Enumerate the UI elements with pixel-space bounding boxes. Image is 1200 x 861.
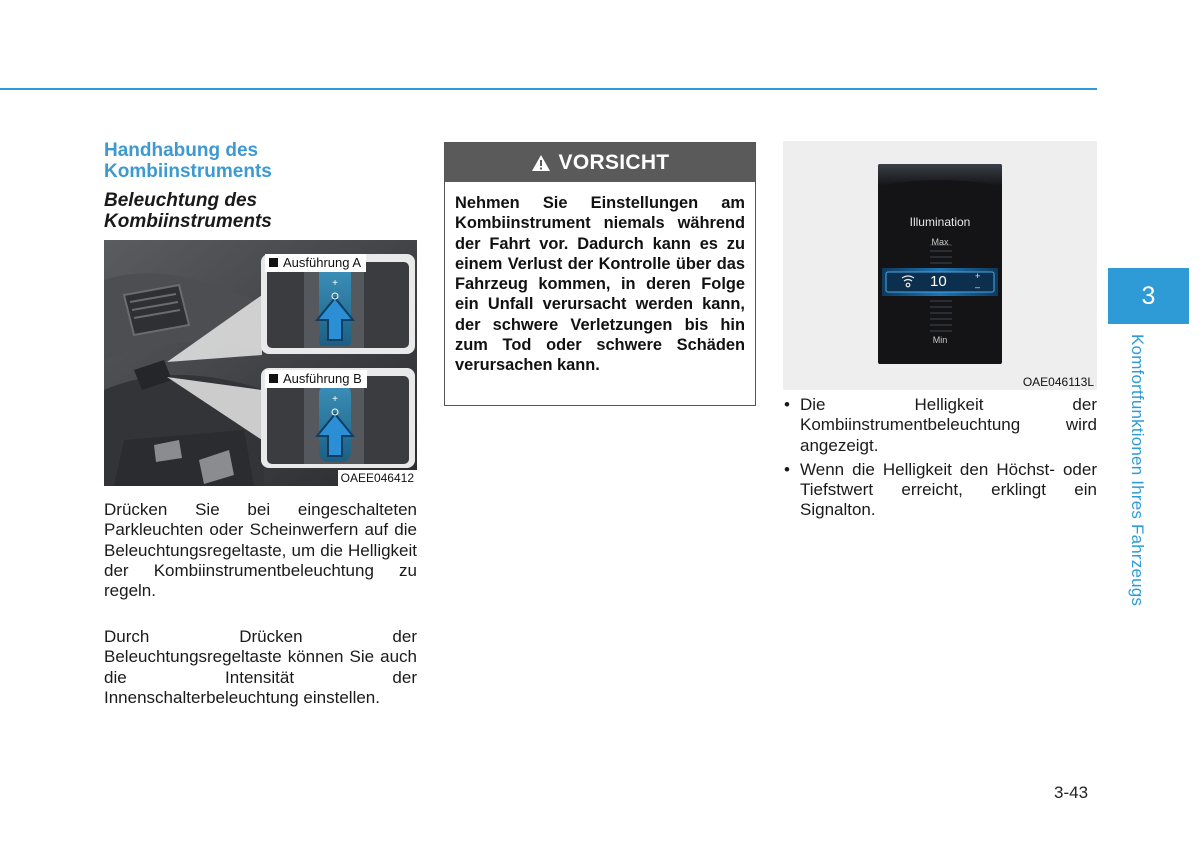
caution-box xyxy=(444,142,756,406)
screen-title: Illumination xyxy=(909,215,971,229)
dashboard-drawing xyxy=(104,240,417,486)
list-item-text: Wenn die Helligkeit den Höchst- oder Tiefstwert erreicht, erklingt ein Signalton. xyxy=(800,459,1097,520)
section-subtitle: Beleuchtung des Kombiinstruments xyxy=(104,190,272,232)
bullet-dot-icon: • xyxy=(784,459,790,479)
square-bullet-icon xyxy=(269,374,278,383)
svg-text:–: – xyxy=(975,282,981,292)
screen-max-label: Max xyxy=(931,237,949,247)
svg-text:+: + xyxy=(332,278,338,289)
svg-text:+: + xyxy=(332,394,338,405)
section-title: Handhabung des Kombiinstruments xyxy=(104,140,272,182)
chapter-title: Komfortfunktionen Ihres Fahrzeugs xyxy=(1128,334,1147,607)
variant-a-label xyxy=(265,254,366,272)
variant-a-text: Ausführung A xyxy=(283,255,362,270)
list-item xyxy=(784,395,1097,456)
page-number: 3-43 xyxy=(1054,783,1089,802)
bullet-dot-icon: • xyxy=(784,395,790,414)
list-item-text: Die Helligkeit der Kombiinstrumentbeleuchtung wird angezeigt. xyxy=(800,395,1097,455)
caution-text: Nehmen Sie Einstellungen am Kombiinstrument niemals während der Fahrt vor. Dadurch kann es zu einem Verlust der Kontrolle über das Fahrzeug kommen, in deren Folge ein Unfall verursacht werden kann, der schwere Verletzungen bis hin zum Tod oder schwere Schäden verursachen kann. xyxy=(455,194,745,375)
bullet-list xyxy=(784,395,1097,525)
figure-code-right: OAE046113L xyxy=(1022,375,1094,389)
warning-triangle-icon xyxy=(531,154,551,172)
screen-graphics xyxy=(878,164,1002,364)
variant-b-text: Ausführung B xyxy=(283,371,362,386)
svg-text:+: + xyxy=(975,271,981,281)
paragraph-2: Durch Drücken der Beleuchtungsregeltaste können Sie auch die Intensität der Innenschalterbeleuchtung einstellen. xyxy=(104,627,417,707)
screen-min-label: Min xyxy=(932,335,948,345)
caution-header xyxy=(445,143,755,182)
variant-b-label xyxy=(265,370,367,388)
list-item xyxy=(784,460,1097,521)
dashboard-illustration xyxy=(104,240,417,486)
square-bullet-icon xyxy=(269,258,278,267)
chapter-tab: 3 xyxy=(1108,268,1189,324)
figure-code-left: OAEE046412 xyxy=(338,470,417,486)
screen-value: 10 xyxy=(930,273,947,290)
cluster-display-illustration xyxy=(783,141,1097,390)
cluster-screen xyxy=(878,164,1002,364)
caution-title: VORSICHT xyxy=(558,150,670,174)
header-rule xyxy=(0,88,1097,90)
paragraph-1: Drücken Sie bei eingeschalteten Parkleuchten oder Scheinwerfern auf die Beleuchtungsregeltaste, um die Helligkeit der Kombiinstrumentbeleuchtung zu regeln. xyxy=(104,500,417,601)
